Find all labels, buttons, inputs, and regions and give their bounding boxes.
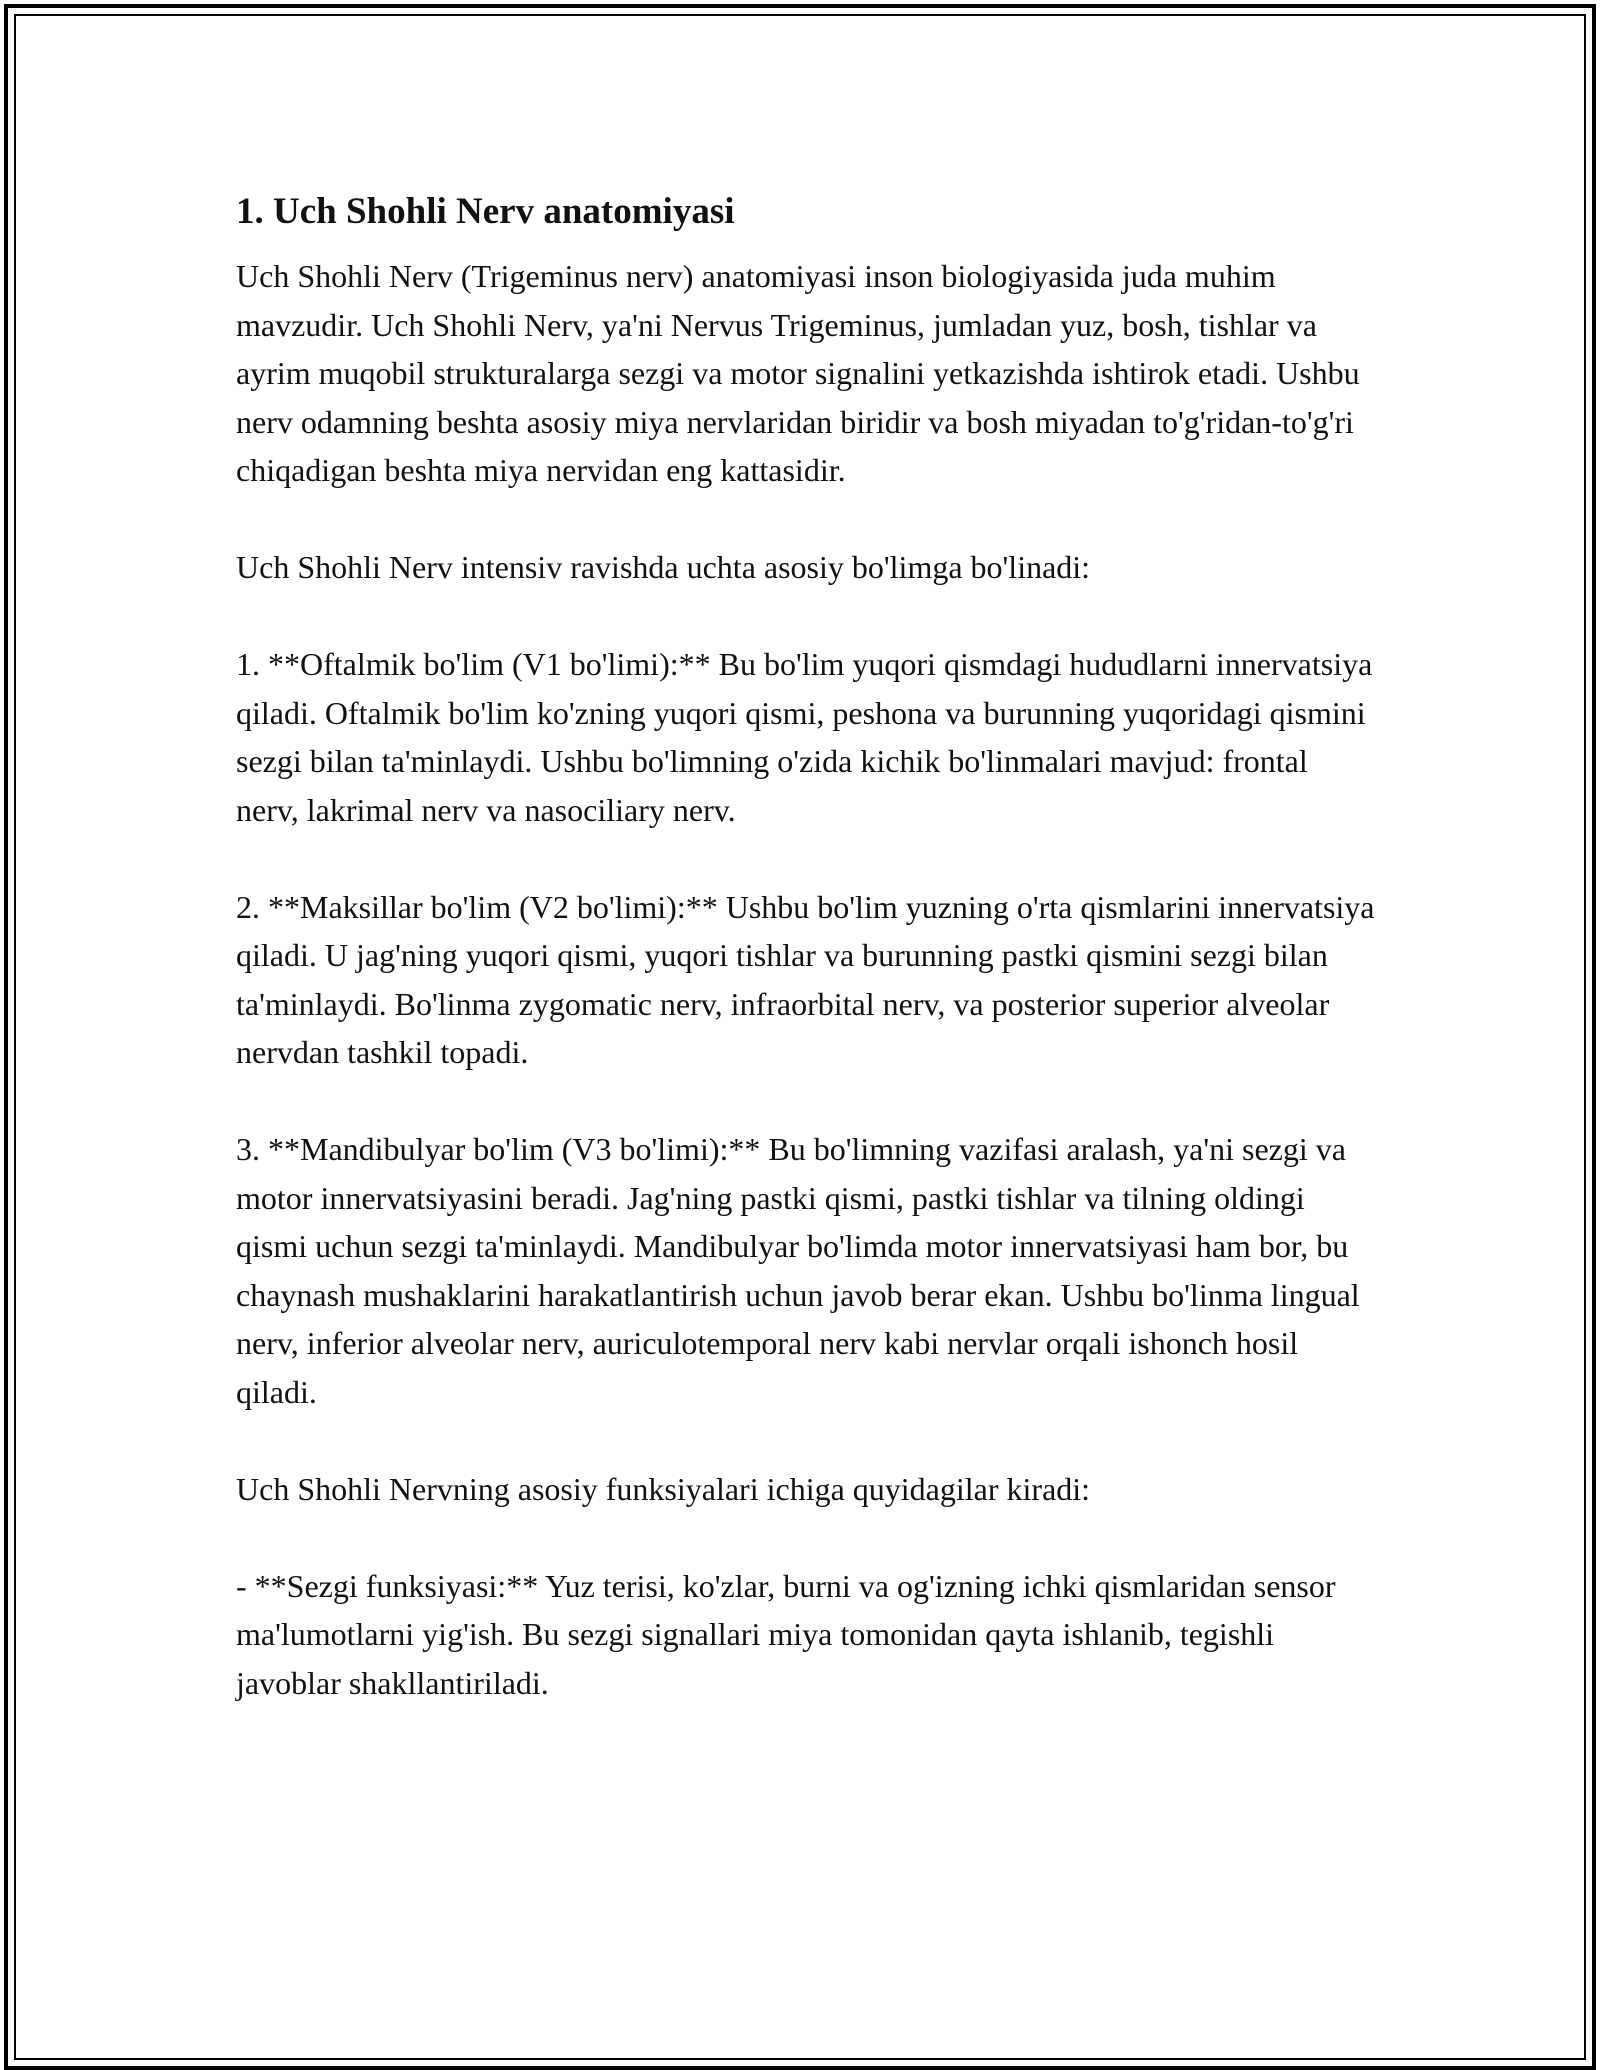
- paragraph-v2: 2. **Maksillar bo'lim (V2 bo'limi):** Ushbu bo'lim yuzning o'rta qismlarini innervatsiya qiladi. U jag'ning yuqori qismi, yuqori tishlar va burunning pastki qismini sezgi bilan ta'minlaydi. Bo'linma zygomatic nerv, infraorbital nerv, va posterior superior alveolar nervdan tashkil topadi.: [236, 888, 1375, 1070]
- document-body: [236, 186, 1376, 1756]
- paragraph-divisions-intro: Uch Shohli Nerv intensiv ravishda uchta asosiy bo'limga bo'linadi:: [236, 549, 1091, 585]
- section-heading: 1. Uch Shohli Nerv anatomiyasi: [236, 191, 735, 232]
- paragraph-intro: Uch Shohli Nerv (Trigeminus nerv) anatomiyasi inson biologiyasida juda muhim mavzudir. Uch Shohli Nerv, ya'ni Nervus Trigeminus, jumladan yuz, bosh, tishlar va ayrim muqobil strukturalarga sezgi va motor signalini yetkazishda ishtirok etadi. Ushbu nerv odamning beshta asosiy miya nervlaridan biridir va bosh miyadan to'g'ridan-to'g'ri chiqadigan beshta miya nervidan eng kattasidir.: [236, 258, 1360, 488]
- paragraph-v3: 3. **Mandibulyar bo'lim (V3 bo'limi):** Bu bo'limning vazifasi aralash, ya'ni sezgi va motor innervatsiyasini beradi. Jag'ning pastki qismi, pastki tishlar va tilning oldingi qismi uchun sezgi ta'minlaydi. Mandibulyar bo'limda motor innervatsiyasi ham bor, bu chaynash mushaklarini harakatlantirish uchun javob berar ekan. Ushbu bo'linma lingual nerv, inferior alveolar nerv, auriculotemporal nerv kabi nervlar orqali ishonch hosil qiladi.: [236, 1131, 1360, 1410]
- paragraph-sensory-function: - **Sezgi funksiyasi:** Yuz terisi, ko'zlar, burni va og'izning ichki qismlaridan sensor ma'lumotlarni yig'ish. Bu sezgi signallari miya tomonidan qayta ishlanib, tegishli javoblar shakllantiriladi.: [236, 1567, 1336, 1701]
- paragraph-functions-intro: Uch Shohli Nervning asosiy funksiyalari ichiga quyidagilar kiradi:: [236, 1470, 1091, 1507]
- paragraph-v1: 1. **Oftalmik bo'lim (V1 bo'limi):** Bu bo'lim yuqori qismdagi hududlarni innervatsiya qiladi. Oftalmik bo'lim ko'zning yuqori qismi, peshona va burunning yuqoridagi qismini sezgi bilan ta'minlaydi. Ushbu bo'limning o'zida kichik bo'linmalari mavjud: frontal nerv, lakrimal nerv va nasociliary nerv.: [236, 646, 1373, 828]
